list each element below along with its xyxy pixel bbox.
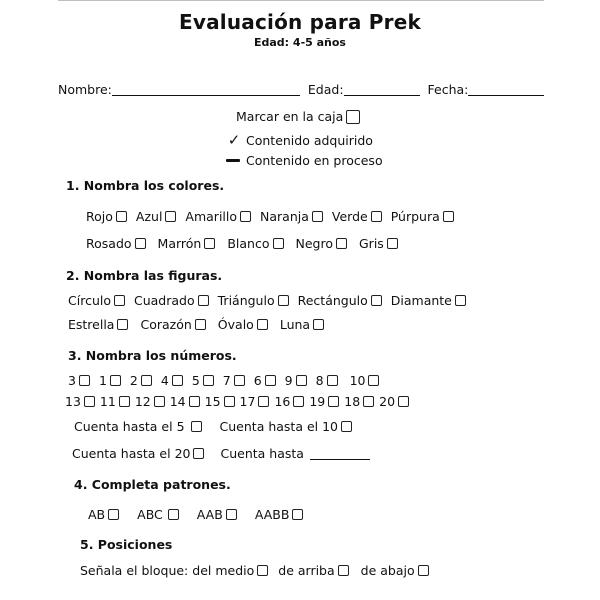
- checkbox[interactable]: [338, 565, 349, 576]
- item-label: Círculo: [68, 293, 111, 308]
- item-rosado[interactable]: [86, 236, 146, 251]
- item-label: Rojo: [86, 209, 113, 224]
- item-label: 15: [204, 394, 221, 409]
- item-label: 8: [315, 373, 324, 388]
- item-label: Estrella: [68, 317, 115, 332]
- item-label: Púrpura: [390, 209, 440, 224]
- item-number[interactable]: [100, 394, 130, 409]
- item-rectangulo[interactable]: [298, 293, 382, 308]
- item-number[interactable]: [285, 373, 307, 388]
- item-label: 13: [65, 394, 81, 409]
- checkbox[interactable]: [328, 396, 339, 407]
- shapes-row-2: [68, 317, 324, 332]
- item-label: Luna: [279, 317, 311, 332]
- numbers-row-2: [65, 394, 409, 409]
- pattern-ab[interactable]: [88, 507, 119, 522]
- item-label: AABB: [254, 507, 290, 522]
- date-field[interactable]: [468, 83, 544, 96]
- top-divider: [58, 0, 544, 1]
- name-field[interactable]: [112, 83, 300, 96]
- item-luna[interactable]: [280, 317, 324, 332]
- checkbox[interactable]: [117, 319, 128, 330]
- item-label: Cuenta hasta: [220, 446, 304, 461]
- checkbox[interactable]: [189, 396, 200, 407]
- checkbox[interactable]: [443, 211, 454, 222]
- item-estrella[interactable]: [68, 317, 128, 332]
- item-number[interactable]: [170, 394, 200, 409]
- item-number[interactable]: [240, 394, 270, 409]
- checkbox[interactable]: [265, 375, 276, 386]
- item-label: 20: [379, 394, 396, 409]
- item-label: 17: [239, 394, 256, 409]
- checkbox[interactable]: [296, 375, 307, 386]
- checkbox[interactable]: [110, 375, 121, 386]
- item-label: Azul: [135, 209, 163, 224]
- item-diamante[interactable]: [391, 293, 466, 308]
- section2-heading: 2. Nombra las figuras.: [66, 268, 223, 283]
- item-label: 10: [349, 373, 366, 388]
- checkbox[interactable]: [368, 375, 379, 386]
- checkbox[interactable]: [418, 565, 429, 576]
- checkbox[interactable]: [234, 375, 245, 386]
- item-label: Óvalo: [217, 317, 254, 332]
- checkbox[interactable]: [108, 509, 119, 520]
- checkbox[interactable]: [79, 375, 90, 386]
- item-label: Triángulo: [217, 293, 275, 308]
- checkbox[interactable]: [387, 238, 398, 249]
- count-to-blank[interactable]: [220, 446, 369, 461]
- checkbox[interactable]: [293, 396, 304, 407]
- item-label: Rectángulo: [297, 293, 368, 308]
- item-ovalo[interactable]: [218, 317, 268, 332]
- item-cuadrado[interactable]: [134, 293, 209, 308]
- page-title: Evaluación para Prek: [179, 10, 421, 34]
- item-label: del medio: [192, 563, 255, 578]
- checkbox[interactable]: [240, 211, 251, 222]
- checkbox[interactable]: [312, 211, 323, 222]
- colors-row-1: [86, 209, 454, 224]
- section3-heading: 3. Nombra los números.: [68, 348, 237, 363]
- checkmark-icon: ✓: [227, 131, 241, 149]
- item-label: 19: [309, 394, 326, 409]
- item-number[interactable]: [65, 394, 95, 409]
- position-bottom[interactable]: [361, 563, 429, 578]
- checkbox[interactable]: [119, 396, 130, 407]
- checkbox[interactable]: [172, 375, 183, 386]
- positions-prompt: Señala el bloque:: [80, 563, 189, 578]
- dash-icon: [226, 159, 240, 162]
- legend-acquired-text: Contenido adquirido: [246, 132, 373, 148]
- item-label: 1: [98, 373, 107, 388]
- checkbox[interactable]: [363, 396, 374, 407]
- item-triangulo[interactable]: [218, 293, 289, 308]
- checkbox[interactable]: [278, 295, 289, 306]
- legend-in-process-text: Contenido en proceso: [246, 153, 383, 168]
- item-label: Diamante: [390, 293, 452, 308]
- item-number[interactable]: [135, 394, 165, 409]
- count-to-5[interactable]: [74, 419, 202, 434]
- checkbox[interactable]: [327, 375, 338, 386]
- item-label: 14: [169, 394, 186, 409]
- position-middle[interactable]: [192, 563, 268, 578]
- checkbox[interactable]: [455, 295, 466, 306]
- checkbox[interactable]: [195, 319, 206, 330]
- item-label: 7: [222, 373, 231, 388]
- legend-acquired: [226, 131, 373, 149]
- item-label: 4: [160, 373, 169, 388]
- student-info-line: [58, 82, 544, 97]
- section1-heading: 1. Nombra los colores.: [66, 178, 225, 193]
- item-label: 3: [68, 373, 76, 388]
- item-azul[interactable]: [136, 209, 177, 224]
- item-number[interactable]: [254, 373, 276, 388]
- legend-instruction-text: Marcar en la caja: [236, 109, 344, 124]
- checkbox[interactable]: [165, 211, 176, 222]
- item-purpura[interactable]: [391, 209, 454, 224]
- item-number[interactable]: [68, 373, 90, 388]
- item-label: Cuenta hasta el 5: [74, 419, 185, 434]
- item-number[interactable]: [379, 394, 409, 409]
- item-label: 9: [284, 373, 293, 388]
- shapes-row-1: [68, 293, 466, 308]
- pattern-abc[interactable]: [137, 507, 179, 522]
- checkbox[interactable]: [204, 238, 215, 249]
- section4-heading: 4. Completa patrones.: [74, 477, 231, 492]
- checkbox[interactable]: [292, 509, 303, 520]
- item-number[interactable]: [99, 373, 121, 388]
- item-label: de arriba: [278, 563, 335, 578]
- checkbox[interactable]: [313, 319, 324, 330]
- age-label: Edad:: [307, 82, 344, 97]
- item-number[interactable]: [130, 373, 152, 388]
- legend-checkbox: [346, 110, 360, 124]
- item-verde[interactable]: [332, 209, 382, 224]
- checkbox[interactable]: [226, 509, 237, 520]
- count-to-20[interactable]: [72, 446, 204, 461]
- count-blank-field[interactable]: [310, 447, 370, 460]
- item-label: Verde: [331, 209, 368, 224]
- item-number[interactable]: [192, 373, 214, 388]
- checkbox[interactable]: [257, 319, 268, 330]
- legend-in-process: [226, 153, 383, 168]
- checkbox[interactable]: [341, 421, 352, 432]
- item-label: AB: [88, 507, 106, 522]
- item-number[interactable]: [161, 373, 183, 388]
- item-rojo[interactable]: [86, 209, 127, 224]
- item-label: AAB: [196, 507, 223, 522]
- item-label: 5: [191, 373, 200, 388]
- numbers-row-1: [68, 373, 379, 388]
- item-number[interactable]: [309, 394, 339, 409]
- checkbox[interactable]: [203, 375, 214, 386]
- checkbox[interactable]: [116, 211, 127, 222]
- item-label: 11: [99, 394, 116, 409]
- checkbox[interactable]: [154, 396, 165, 407]
- checkbox[interactable]: [273, 238, 284, 249]
- item-label: 16: [274, 394, 291, 409]
- item-label: 2: [129, 373, 138, 388]
- item-label: Marrón: [157, 236, 202, 251]
- item-number[interactable]: [316, 373, 338, 388]
- count-to-10[interactable]: [220, 419, 352, 434]
- positions-row: [80, 563, 429, 578]
- item-label: Amarillo: [185, 209, 238, 224]
- item-label: 12: [134, 394, 151, 409]
- section5-heading: 5. Posiciones: [80, 537, 173, 552]
- item-marron[interactable]: [158, 236, 216, 251]
- name-label: Nombre:: [58, 82, 112, 97]
- item-label: 6: [253, 373, 262, 388]
- item-label: de abajo: [360, 563, 415, 578]
- checkbox[interactable]: [168, 509, 179, 520]
- item-label: Corazón: [140, 317, 192, 332]
- checkbox[interactable]: [371, 211, 382, 222]
- checkbox[interactable]: [84, 396, 95, 407]
- item-blanco[interactable]: [227, 236, 283, 251]
- pattern-aabb[interactable]: [255, 507, 304, 522]
- page-subtitle: Edad: 4-5 años: [254, 36, 346, 49]
- legend-instruction: [236, 109, 360, 124]
- item-label: ABC: [137, 507, 163, 522]
- item-label: 18: [344, 394, 361, 409]
- item-gris[interactable]: [359, 236, 398, 251]
- item-naranja[interactable]: [260, 209, 323, 224]
- checkbox[interactable]: [371, 295, 382, 306]
- item-label: Negro: [295, 236, 333, 251]
- item-number[interactable]: [344, 394, 374, 409]
- checkbox[interactable]: [224, 396, 235, 407]
- patterns-row: [88, 507, 303, 522]
- item-number[interactable]: [350, 373, 380, 388]
- item-label: Cuadrado: [133, 293, 195, 308]
- item-label: Cuenta hasta el 20: [72, 446, 191, 461]
- item-label: Gris: [359, 236, 384, 251]
- item-label: Cuenta hasta el 10: [219, 419, 339, 434]
- colors-row-2: [86, 236, 398, 251]
- position-top[interactable]: [278, 563, 348, 578]
- age-field[interactable]: [344, 83, 420, 96]
- checkbox[interactable]: [258, 396, 269, 407]
- item-circulo[interactable]: [68, 293, 125, 308]
- date-label: Fecha:: [427, 82, 469, 97]
- count-row-2: [72, 446, 370, 461]
- checkbox[interactable]: [135, 238, 146, 249]
- checkbox[interactable]: [257, 565, 268, 576]
- checkbox[interactable]: [398, 396, 409, 407]
- checkbox[interactable]: [336, 238, 347, 249]
- item-number[interactable]: [223, 373, 245, 388]
- count-row-1: [74, 419, 352, 434]
- item-number[interactable]: [274, 394, 304, 409]
- item-corazon[interactable]: [140, 317, 205, 332]
- checkbox[interactable]: [141, 375, 152, 386]
- item-label: Rosado: [86, 236, 132, 251]
- pattern-aab[interactable]: [197, 507, 237, 522]
- checkbox[interactable]: [114, 295, 125, 306]
- item-number[interactable]: [205, 394, 235, 409]
- checkbox[interactable]: [191, 421, 202, 432]
- item-label: Blanco: [227, 236, 270, 251]
- item-negro[interactable]: [296, 236, 348, 251]
- checkbox[interactable]: [193, 448, 204, 459]
- item-label: Naranja: [260, 209, 309, 224]
- item-amarillo[interactable]: [185, 209, 251, 224]
- checkbox[interactable]: [198, 295, 209, 306]
